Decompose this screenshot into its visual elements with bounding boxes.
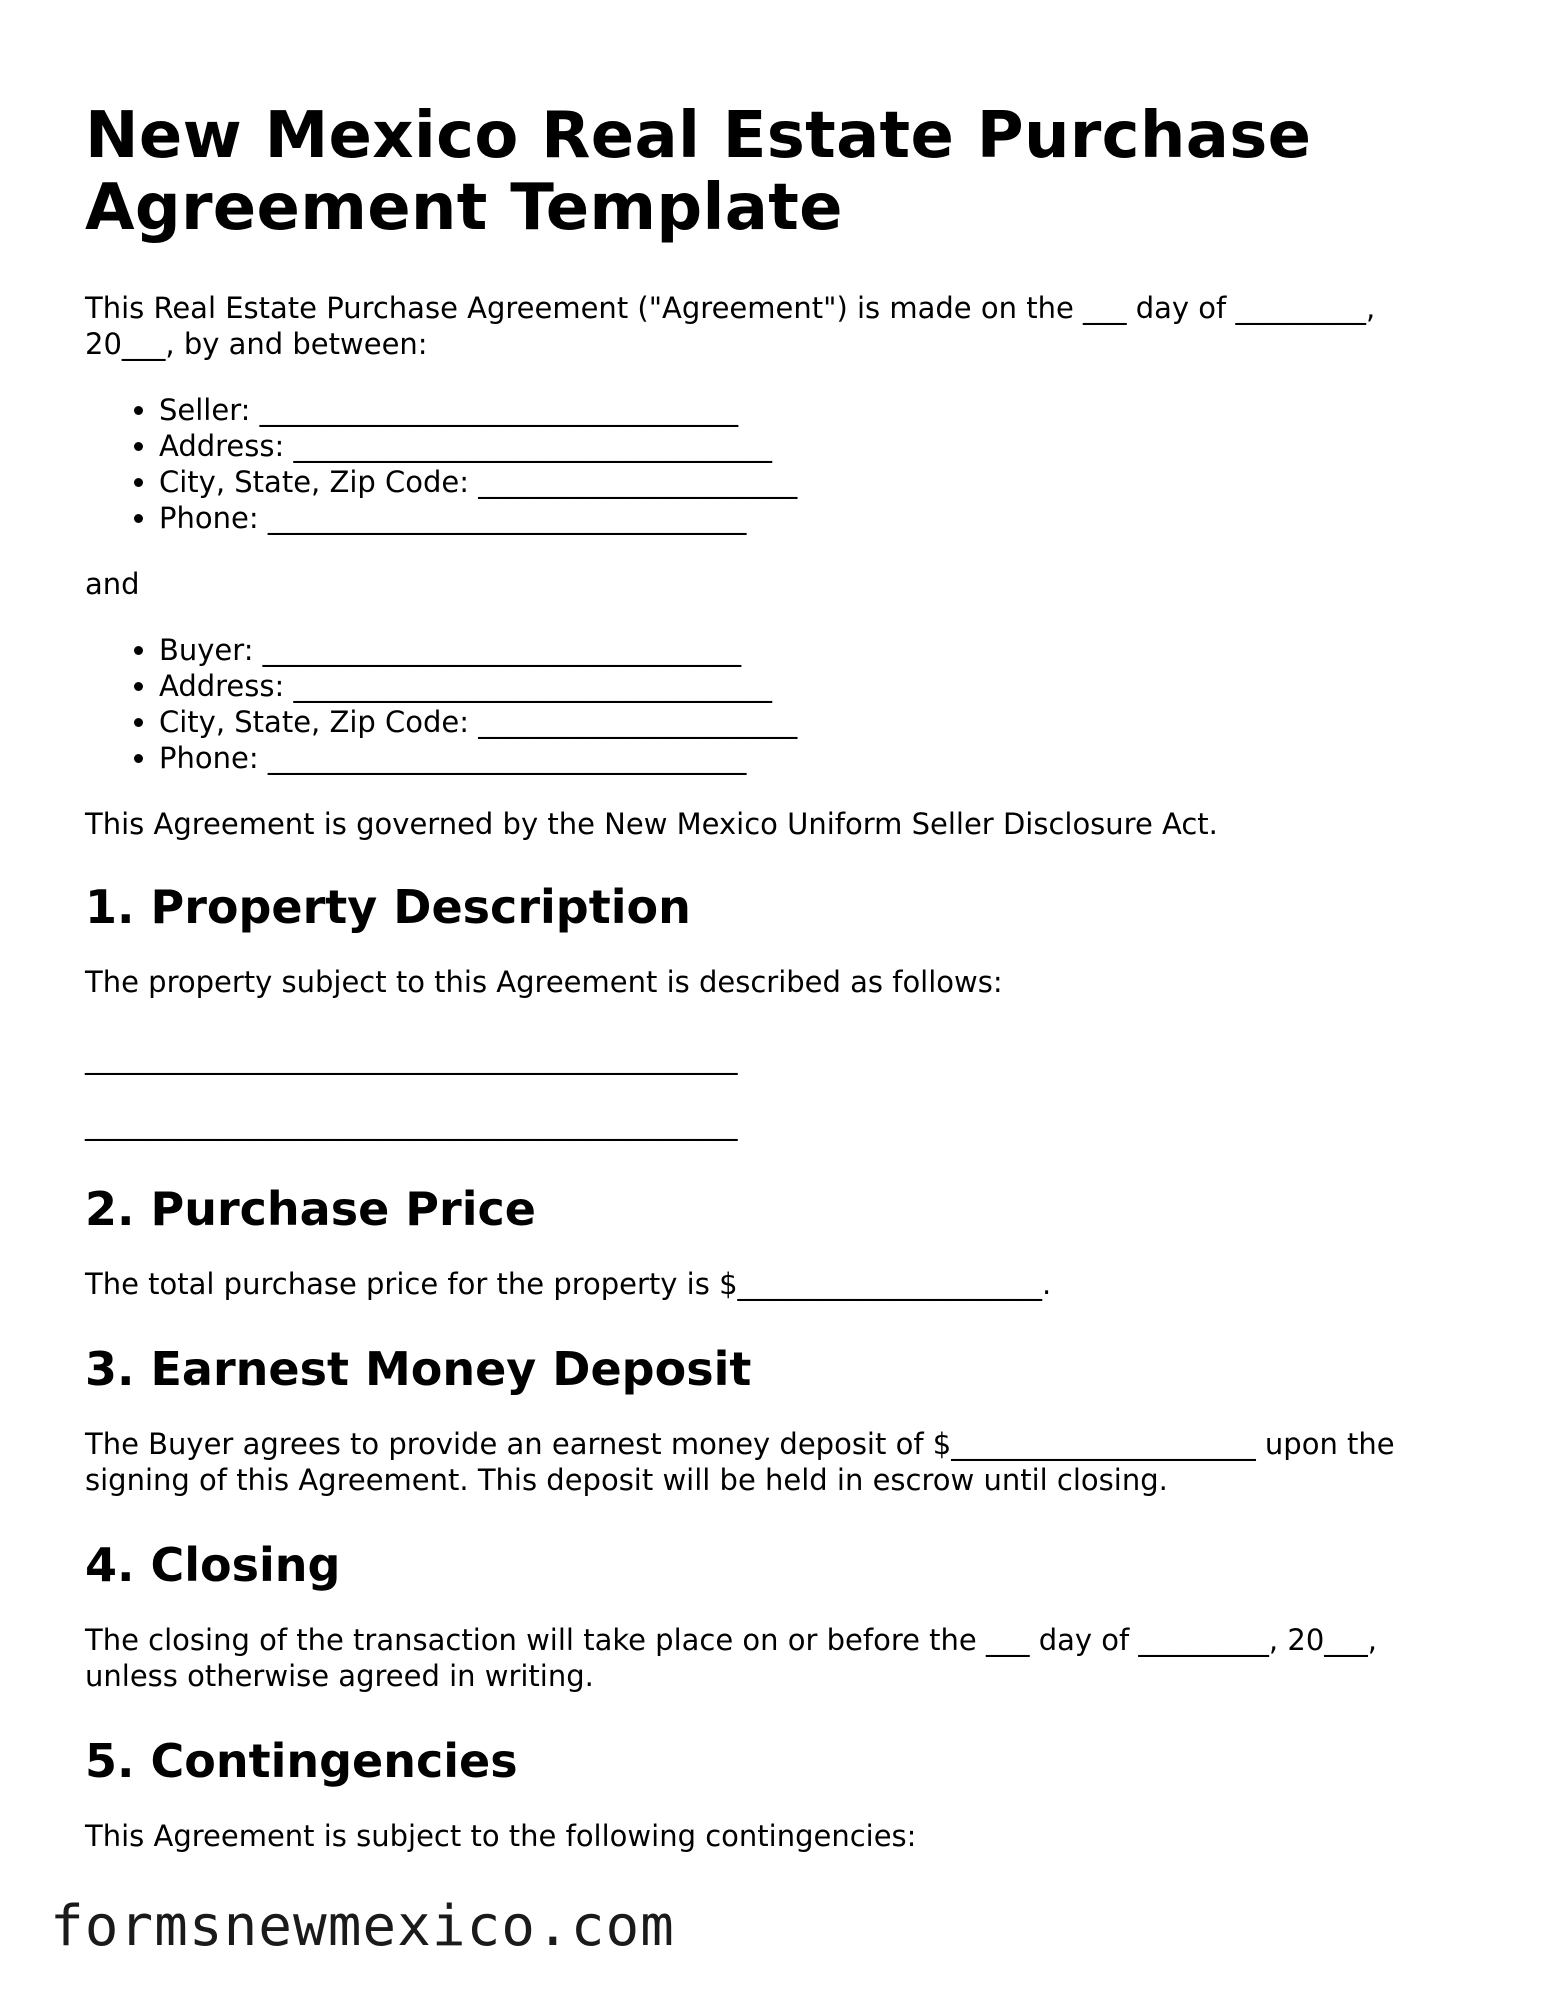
section-text-purchase-price: The total purchase price for the property is $_____________________.: [85, 1267, 1052, 1301]
buyer-fields-list: [85, 632, 1465, 776]
section-title-purchase-price: 2. Purchase Price: [85, 1182, 536, 1236]
section-title-closing: 4. Closing: [85, 1538, 341, 1592]
buyer-name-field: • Buyer: _________________________________: [159, 632, 1465, 668]
seller-city-state-zip-field: • City, State, Zip Code: ______________________: [159, 464, 1465, 500]
property-description-line: _____________________________________________: [85, 1107, 738, 1141]
section-text-closing: The closing of the transaction will take place on or before the ___ day of _________, 20___, unless otherwise agreed in writing.: [85, 1623, 1377, 1693]
property-description-line: _____________________________________________: [85, 1041, 738, 1075]
buyer-phone-field: • Phone: _________________________________: [159, 740, 1465, 776]
section-title-earnest-money: 3. Earnest Money Deposit: [85, 1342, 752, 1396]
document-page: [85, 100, 1465, 1894]
governing-law-statement: This Agreement is governed by the New Mexico Uniform Seller Disclosure Act.: [85, 807, 1218, 841]
and-connector: and: [85, 567, 140, 601]
section-text-contingencies: This Agreement is subject to the following contingencies:: [85, 1819, 917, 1853]
buyer-city-state-zip-field: • City, State, Zip Code: ______________________: [159, 704, 1465, 740]
section-text-property-description: The property subject to this Agreement is described as follows:: [85, 965, 1003, 999]
section-text-earnest-money: The Buyer agrees to provide an earnest money deposit of $_____________________ upon the signing of this Agreement. This deposit will be held in escrow until closing.: [85, 1427, 1395, 1497]
intro-paragraph: This Real Estate Purchase Agreement ("Agreement") is made on the ___ day of _________, 20___, by and between:: [85, 291, 1376, 361]
section-title-contingencies: 5. Contingencies: [85, 1734, 518, 1788]
section-title-property-description: 1. Property Description: [85, 880, 691, 934]
buyer-address-field: • Address: _________________________________: [159, 668, 1465, 704]
seller-name-field: • Seller: _________________________________: [159, 392, 1465, 428]
seller-fields-list: [85, 392, 1465, 536]
site-watermark: formsnewmexico.com: [50, 1894, 675, 1959]
seller-address-field: • Address: _________________________________: [159, 428, 1465, 464]
seller-phone-field: • Phone: _________________________________: [159, 500, 1465, 536]
document-title: New Mexico Real Estate Purchase Agreement Template: [85, 99, 1312, 245]
